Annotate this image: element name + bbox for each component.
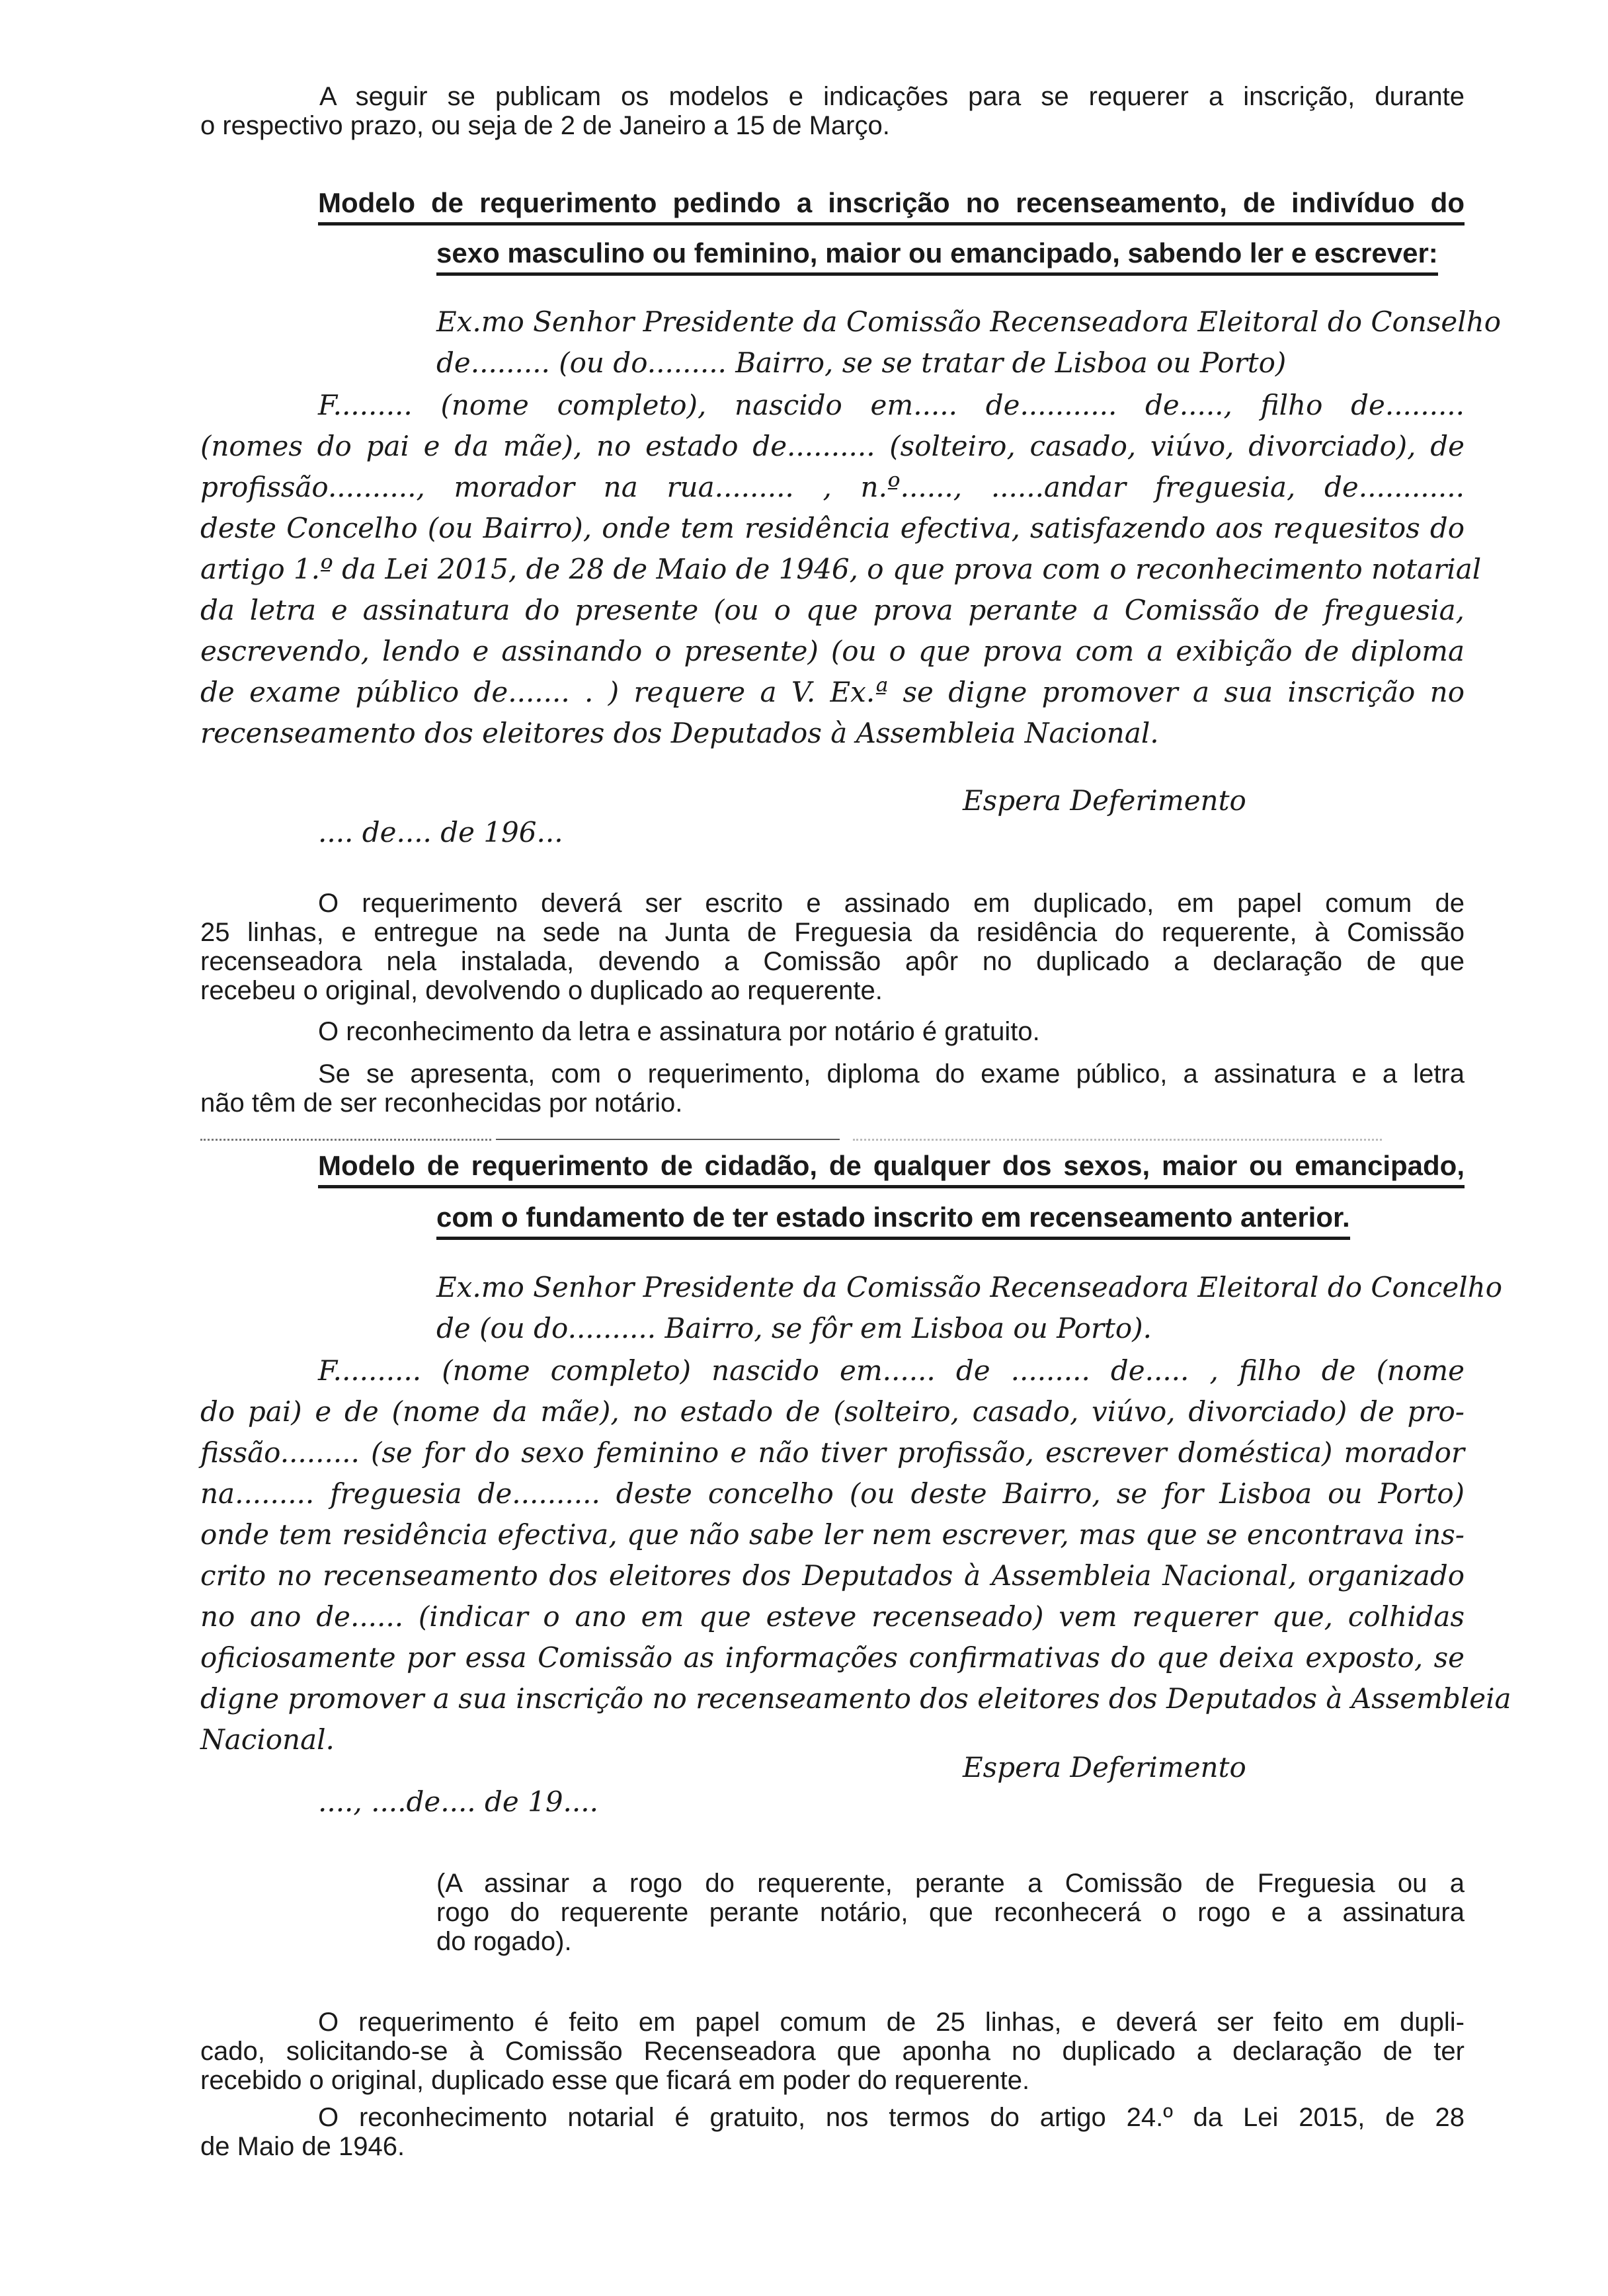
separator-dots bbox=[200, 1139, 491, 1141]
notes2-line: recebido o original, duplicado esse que ficará em poder do requerente. bbox=[200, 2066, 1030, 2095]
model2-closing: Espera Deferimento bbox=[963, 1751, 1246, 1784]
model1-address-line: de......... (ou do......... Bairro, se se tratar de Lisboa ou Porto) bbox=[436, 347, 1287, 379]
model1-body-line: (nomes do pai e da mãe), no estado de.......... (solteiro, casado, viúvo, divorciado), de bbox=[200, 430, 1465, 462]
rogo-line: rogo do requerente perante notário, que reconhecerá o rogo e a assinatura bbox=[436, 1898, 1465, 1927]
model1-body-line: recenseamento dos eleitores dos Deputados à Assembleia Nacional. bbox=[200, 717, 1159, 749]
notes2-line: cado, solicitando-se à Comissão Recenseadora que aponha no duplicado a declaração de ter bbox=[200, 2037, 1465, 2066]
model1-body bbox=[200, 385, 1482, 754]
notes1-line: recebeu o original, devolvendo o duplicado ao requerente. bbox=[200, 976, 883, 1005]
notes2-para2 bbox=[200, 2103, 1465, 2161]
model2-body-line: onde tem residência efectiva, que não sabe ler nem escrever, mas que se encontrava ins- bbox=[200, 1518, 1465, 1551]
model2-title-line2: com o fundamento de ter estado inscrito em recenseamento anterior. bbox=[436, 1201, 1350, 1240]
model1-date: .... de.... de 196... bbox=[318, 816, 563, 848]
intro-line: A seguir se publicam os modelos e indicações para se requerer a inscrição, durante bbox=[319, 82, 1465, 111]
notes2-line: O reconhecimento notarial é gratuito, nos termos do artigo 24.º da Lei 2015, de 28 bbox=[318, 2103, 1465, 2132]
intro-paragraph bbox=[200, 82, 1465, 140]
model2-address bbox=[436, 1267, 1502, 1349]
notes1-line: Se se apresenta, com o requerimento, diploma do exame público, a assinatura e a letra bbox=[318, 1059, 1465, 1088]
model2-body bbox=[200, 1350, 1511, 1760]
model2-body-line: no ano de...... (indicar o ano em que esteve recenseado) vem requerer que, colhidas bbox=[200, 1600, 1465, 1633]
model2-body-line: do pai) e de (nome da mãe), no estado de (solteiro, casado, viúvo, divorciado) de pro- bbox=[200, 1395, 1465, 1428]
model2-title-line1: Modelo de requerimento de cidadão, de qualquer dos sexos, maior ou emancipado, bbox=[318, 1149, 1465, 1188]
model1-body-line: deste Concelho (ou Bairro), onde tem residência efectiva, satisfazendo aos requesitos do bbox=[200, 512, 1465, 544]
notes1-line: 25 linhas, e entregue na sede na Junta de Freguesia da residência do requerente, à Comissão bbox=[200, 918, 1465, 947]
model2-date: ...., ....de.... de 19.... bbox=[318, 1785, 598, 1818]
model2-body-line: na......... freguesia de.......... deste concelho (ou deste Bairro, se for Lisboa ou Porto) bbox=[200, 1477, 1465, 1510]
model2-body-line: F.......... (nome completo) nascido em...... de ......... de..... , filho de (nome bbox=[318, 1354, 1465, 1387]
notes1-line: O requerimento deverá ser escrito e assinado em duplicado, em papel comum de bbox=[318, 889, 1465, 918]
notes2-line: de Maio de 1946. bbox=[200, 2132, 405, 2161]
model1-body-line: de exame público de....... . ) requere a V. Ex.ª se digne promover a sua inscrição no bbox=[200, 676, 1465, 708]
notes1-line: não têm de ser reconhecidas por notário. bbox=[200, 1088, 683, 1118]
separator-line bbox=[496, 1139, 840, 1140]
model1-address bbox=[436, 302, 1502, 384]
model2-address-line: de (ou do.......... Bairro, se fôr em Lisboa ou Porto). bbox=[436, 1312, 1152, 1344]
notes1-para2: O reconhecimento da letra e assinatura por notário é gratuito. bbox=[318, 1017, 1040, 1046]
notes1-line: recenseadora nela instalada, devendo a Comissão apôr no duplicado a declaração de que bbox=[200, 947, 1465, 976]
model2-rogo bbox=[436, 1869, 1465, 1956]
model2-address-line: Ex.mo Senhor Presidente da Comissão Recenseadora Eleitoral do Concelho bbox=[436, 1271, 1502, 1303]
model1-closing: Espera Deferimento bbox=[963, 784, 1246, 817]
model2-subtitle bbox=[436, 1201, 1350, 1240]
model2-body-line: fissão......... (se for do sexo feminino e não tiver profissão, escrever doméstica) morador bbox=[200, 1436, 1465, 1469]
model2-body-line: crito no recenseamento dos eleitores dos Deputados à Assembleia Nacional, organizado bbox=[200, 1559, 1465, 1592]
separator-dots bbox=[853, 1139, 1382, 1141]
model2-body-line: oficiosamente por essa Comissão as informações confirmativas do que deixa exposto, se bbox=[200, 1641, 1465, 1674]
model2-body-line: Nacional. bbox=[200, 1723, 335, 1756]
rogo-line: do rogado). bbox=[436, 1927, 572, 1956]
notes1-para1 bbox=[200, 889, 1465, 1005]
model1-body-line: escrevendo, lendo e assinando o presente) (ou o que prova com a exibição de diploma bbox=[200, 635, 1465, 667]
notes2-line: O requerimento é feito em papel comum de 25 linhas, e deverá ser feito em dupli- bbox=[318, 2008, 1465, 2037]
model1-body-line: da letra e assinatura do presente (ou o que prova perante a Comissão de freguesia, bbox=[200, 594, 1465, 626]
model1-body-line: F......... (nome completo), nascido em..... de........... de....., filho de......... bbox=[318, 389, 1465, 421]
model1-body-line: profissão.........., morador na rua......... , n.º......, ......andar freguesia, de............ bbox=[200, 471, 1465, 503]
model1-title-line2: sexo masculino ou feminino, maior ou emancipado, sabendo ler e escrever: bbox=[436, 237, 1438, 276]
model2-body-line: digne promover a sua inscrição no recenseamento dos eleitores dos Deputados à Assembleia bbox=[200, 1682, 1511, 1715]
model2-title bbox=[318, 1149, 1465, 1188]
intro-line: o respectivo prazo, ou seja de 2 de Janeiro a 15 de Março. bbox=[200, 111, 890, 140]
model1-body-line: artigo 1.º da Lei 2015, de 28 de Maio de 1946, o que prova com o reconhecimento notarial bbox=[200, 553, 1482, 585]
notes1-para3 bbox=[200, 1059, 1465, 1118]
notes2-para1 bbox=[200, 2008, 1465, 2095]
model1-title-line1: Modelo de requerimento pedindo a inscrição no recenseamento, de indivíduo do bbox=[318, 186, 1465, 226]
model1-subtitle bbox=[436, 237, 1438, 276]
model1-title bbox=[318, 186, 1465, 226]
rogo-line: (A assinar a rogo do requerente, perante a Comissão de Freguesia ou a bbox=[436, 1869, 1465, 1898]
model1-address-line: Ex.mo Senhor Presidente da Comissão Recenseadora Eleitoral do Conselho bbox=[436, 306, 1502, 338]
